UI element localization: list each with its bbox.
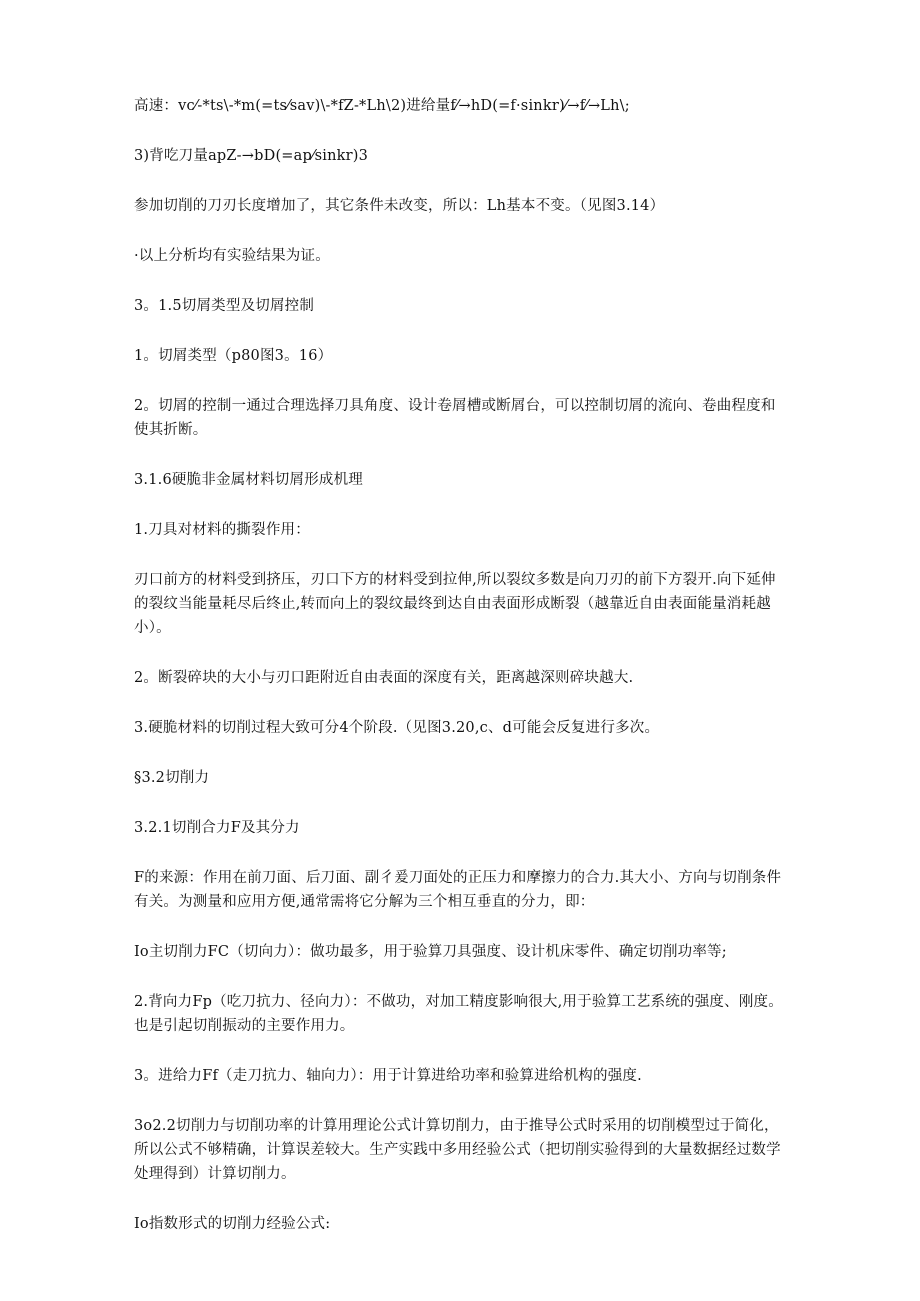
paragraph-force-power-calculation: 3o2.2切削力与切削功率的计算用理论公式计算切削力，由于推导公式时采用的切削模型过于简化，所以公式不够精确，计算误差较大。生产实践中多用经验公式（把切削实验得到的大量数据经过数学处理得到）计算切削力。 xyxy=(134,1118,781,1182)
paragraph-chip-control: 2。切屑的控制一通过合理选择刀具角度、设计卷屑槽或断屑台，可以控制切屑的流向、卷曲程度和使其折断。 xyxy=(134,398,776,438)
section-heading-resultant-force: 3.2.1切削合力F及其分力 xyxy=(134,820,300,836)
paragraph-fragment-size: 2。断裂碎块的大小与刃口距附近自由表面的深度有关，距离越深则碎块越大. xyxy=(134,670,634,686)
paragraph-crack-mechanism: 刃口前方的材料受到挤压，刃口下方的材料受到拉伸,所以裂纹多数是向刀刃的前下方裂开.向下延伸的裂纹当能量耗尽后终止,转而向上的裂纹最终到达自由表面形成断裂（越靠近自由表面能量消耗越小）。 xyxy=(134,572,776,636)
paragraph-depth-of-cut: 3)背吃刀量apZ-→bD(=ap⁄sinkr)3 xyxy=(134,148,369,164)
paragraph-main-cutting-force: Io主切削力FC（切向力）：做功最多，用于验算刀具强度、设计机床零件、确定切削功率等; xyxy=(134,944,727,960)
paragraph-cutting-stages: 3.硬脆材料的切削过程大致可分4个阶段.（见图3.20,c、d可能会反复进行多次。 xyxy=(134,720,660,736)
paragraph-chip-types: 1。切屑类型（p80图3。16） xyxy=(134,348,333,364)
paragraph-empirical-formula: Io指数形式的切削力经验公式: xyxy=(134,1216,331,1232)
section-heading-brittle-materials: 3.1.6硬脆非金属材料切屑形成机理 xyxy=(134,472,363,488)
paragraph-speed-formula: 高速：vc⁄-*ts\-*m(=ts⁄sav)\-*fZ-*Lh\2)进给量f⁄→hD(=f·sinkr)⁄→f⁄→Lh\; xyxy=(134,98,630,114)
document-body xyxy=(134,94,784,1262)
paragraph-experiment-note: ·以上分析均有实验结果为证。 xyxy=(134,248,330,264)
paragraph-back-force: 2.背向力Fp（吃刀抗力、径向力）：不做功，对加工精度影响很大,用于验算工艺系统的强度、刚度。也是引起切削振动的主要作用力。 xyxy=(134,994,783,1034)
section-heading-cutting-force: §3.2切削力 xyxy=(134,770,210,786)
paragraph-edge-length: 参加切削的刀刃长度增加了，其它条件未改变，所以：Lh基本不变。（见图3.14） xyxy=(134,198,665,214)
paragraph-force-source: F的来源：作用在前刀面、后刀面、副彳爰刀面处的正压力和摩擦力的合力.其大小、方向与切削条件有关。为测量和应用方便,通常需将它分解为三个相互垂直的分力，即： xyxy=(134,870,782,910)
section-heading-chip-types: 3。1.5切屑类型及切屑控制 xyxy=(134,298,315,314)
paragraph-tearing-action: 1.刀具对材料的撕裂作用： xyxy=(134,522,310,538)
paragraph-feed-force: 3。进给力Ff（走刀抗力、轴向力）：用于计算进给功率和验算进给机构的强度. xyxy=(134,1068,642,1084)
